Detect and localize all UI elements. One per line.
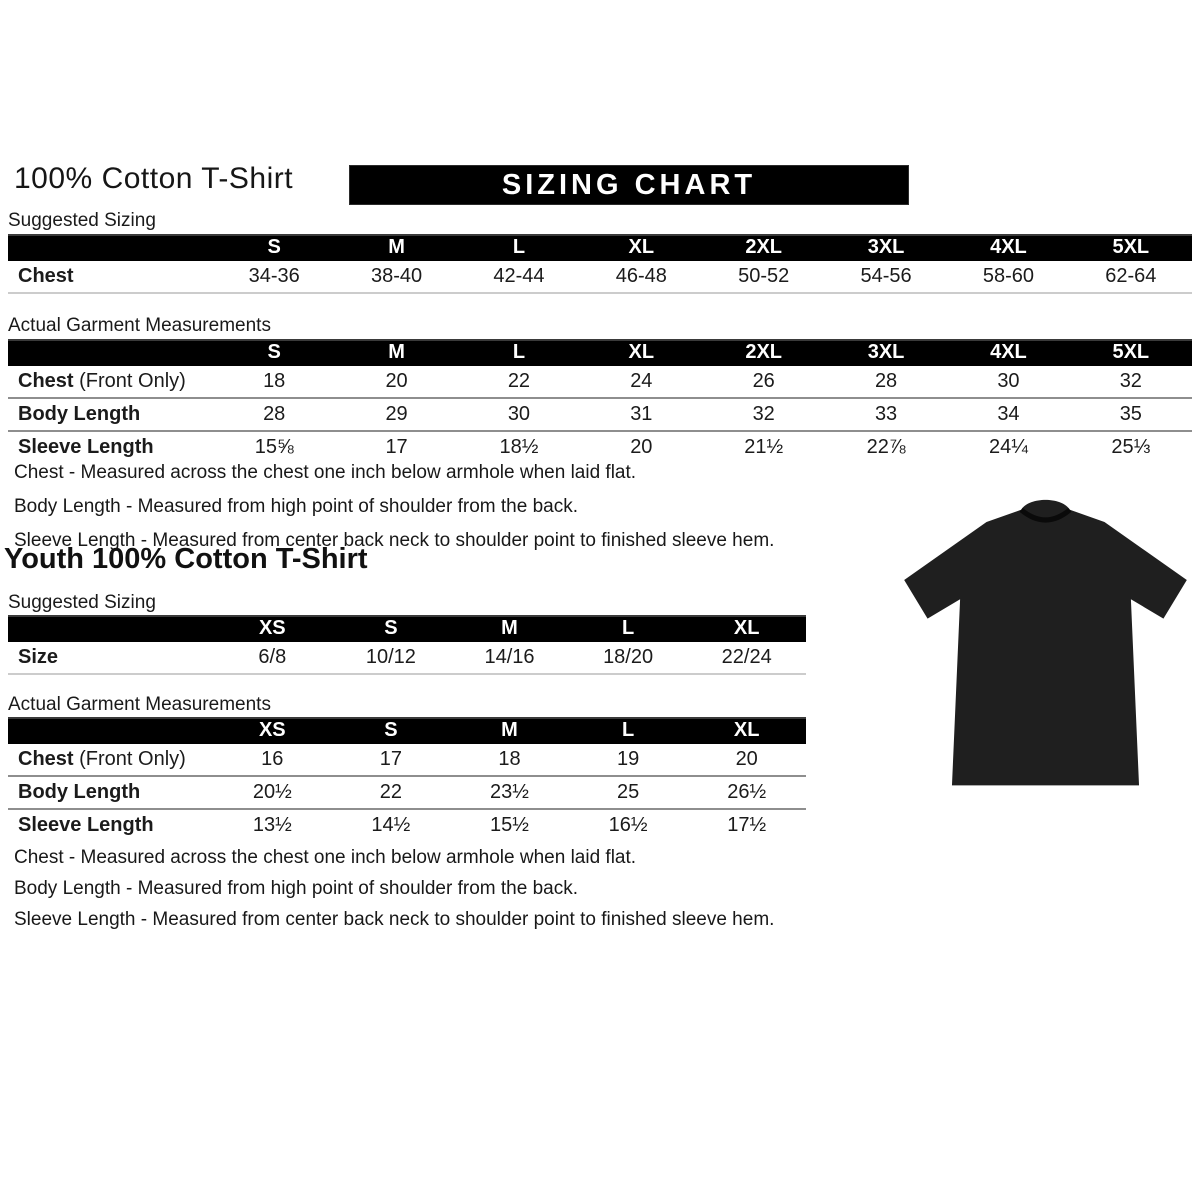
note-chest: Chest - Measured across the chest one inch below armhole when laid flat. <box>14 847 637 868</box>
col-header: S <box>267 341 281 363</box>
adult-actual-measurements-table <box>8 339 1192 463</box>
cell: 14/16 <box>484 646 535 668</box>
cell: 42-44 <box>493 265 545 287</box>
table-row <box>8 744 806 775</box>
col-header: S <box>384 719 398 741</box>
table-row <box>8 775 806 808</box>
col-header: XL <box>628 236 655 258</box>
cell: 6/8 <box>258 646 287 668</box>
banner-text: SIZING CHART <box>501 168 757 201</box>
col-header: L <box>512 341 526 363</box>
col-header: 3XL <box>867 236 905 258</box>
row-label: Chest (Front Only) <box>18 748 186 770</box>
note-sleeve-length: Sleeve Length - Measured from center back neck to shoulder point to finished sleeve hem. <box>14 530 775 551</box>
cell: 23½ <box>490 781 529 803</box>
col-header: XL <box>628 341 655 363</box>
cell: 46-48 <box>615 265 667 287</box>
cell: 22 <box>507 370 531 392</box>
cell: 20 <box>735 748 758 770</box>
cell: 13½ <box>252 814 292 836</box>
cell: 28 <box>874 370 898 392</box>
cell: 24¼ <box>988 436 1028 458</box>
cell: 17 <box>385 436 408 458</box>
col-header: 4XL <box>990 341 1027 363</box>
cell: 50-52 <box>738 265 790 287</box>
col-header: M <box>501 719 518 741</box>
cell: 22⅞ <box>866 436 906 458</box>
cell: 20½ <box>252 781 292 803</box>
t-shirt-silhouette <box>904 500 1187 785</box>
cell: 26 <box>752 370 775 392</box>
table-row <box>8 261 1192 294</box>
col-header: 3XL <box>867 341 905 363</box>
cell: 24 <box>630 370 653 392</box>
row-label: Chest <box>18 265 74 287</box>
col-header: S <box>384 617 398 639</box>
col-header: S <box>267 236 281 258</box>
youth-actual-measurements-table <box>8 717 806 841</box>
cell: 14½ <box>371 814 411 836</box>
table-header-row <box>8 615 806 642</box>
table-row <box>8 642 806 675</box>
cell: 25⅓ <box>1111 436 1151 458</box>
note-body-length: Body Length - Measured from high point of shoulder from the back. <box>14 878 578 899</box>
table-header-row <box>8 717 806 744</box>
col-header: 4XL <box>990 236 1027 258</box>
cell: 29 <box>385 403 408 425</box>
cell: 19 <box>616 748 640 770</box>
cell: 15½ <box>490 814 529 836</box>
row-label: Body Length <box>18 781 141 803</box>
cell: 25 <box>616 781 640 803</box>
cell: 54-56 <box>860 265 912 287</box>
cell: 21½ <box>744 436 784 458</box>
table-header-row <box>8 339 1192 366</box>
cell: 28 <box>263 403 286 425</box>
cell: 31 <box>630 403 653 425</box>
t-shirt-image <box>893 489 1198 799</box>
cell: 20 <box>630 436 653 458</box>
col-header: M <box>388 341 405 363</box>
cell: 32 <box>1119 370 1142 392</box>
cell: 22/24 <box>721 646 772 668</box>
row-label: Sleeve Length <box>18 814 154 836</box>
col-header: M <box>388 236 405 258</box>
cell: 15⅝ <box>254 436 294 458</box>
cell: 18½ <box>499 436 539 458</box>
cell: 26½ <box>727 781 767 803</box>
cell: 35 <box>1119 403 1142 425</box>
table-row <box>8 397 1192 430</box>
cell: 33 <box>874 403 898 425</box>
cell: 34-36 <box>248 265 300 287</box>
cell: 17 <box>379 748 403 770</box>
col-header: XS <box>258 719 286 741</box>
cell: 22 <box>379 781 403 803</box>
col-header: L <box>621 617 635 639</box>
note-sleeve-length: Sleeve Length - Measured from center back neck to shoulder point to finished sleeve hem. <box>14 909 775 930</box>
table-row <box>8 366 1192 397</box>
row-label: Body Length <box>18 403 141 425</box>
cell: 34 <box>997 403 1020 425</box>
cell: 16 <box>261 748 284 770</box>
cell: 18 <box>498 748 521 770</box>
col-header: M <box>501 617 518 639</box>
row-label: Sleeve Length <box>18 436 154 458</box>
cell: 32 <box>752 403 775 425</box>
col-header: L <box>512 236 526 258</box>
cell: 18 <box>263 370 286 392</box>
row-label: Chest (Front Only) <box>18 370 186 392</box>
adult-actual-measurements-label: Actual Garment Measurements <box>8 315 271 336</box>
cell: 17½ <box>727 814 767 836</box>
col-header: XL <box>733 719 760 741</box>
cell: 10/12 <box>365 646 416 668</box>
cell: 38-40 <box>370 265 423 287</box>
cell: 18/20 <box>603 646 654 668</box>
youth-suggested-sizing-label: Suggested Sizing <box>8 592 156 613</box>
youth-measurement-notes <box>14 842 774 935</box>
note-body-length: Body Length - Measured from high point of shoulder from the back. <box>14 496 578 517</box>
cell: 16½ <box>608 814 648 836</box>
col-header: 5XL <box>1112 341 1150 363</box>
sizing-chart-banner <box>350 166 908 204</box>
note-chest: Chest - Measured across the chest one inch below armhole when laid flat. <box>14 462 637 483</box>
col-header: 2XL <box>745 341 783 363</box>
col-header: XL <box>733 617 760 639</box>
col-header: XS <box>258 617 286 639</box>
adult-suggested-sizing-label: Suggested Sizing <box>8 210 156 231</box>
youth-actual-measurements-label: Actual Garment Measurements <box>8 694 271 715</box>
col-header: 5XL <box>1112 236 1150 258</box>
page-title: 100% Cotton T-Shirt <box>14 162 294 195</box>
youth-suggested-sizing-table <box>8 615 806 675</box>
cell: 20 <box>385 370 408 392</box>
cell: 58-60 <box>982 265 1035 287</box>
row-label: Size <box>18 646 59 668</box>
col-header: 2XL <box>745 236 783 258</box>
table-row <box>8 808 806 841</box>
adult-suggested-sizing-table <box>8 234 1192 294</box>
cell: 62-64 <box>1105 265 1157 287</box>
cell: 30 <box>997 370 1020 392</box>
col-header: L <box>621 719 635 741</box>
table-header-row <box>8 234 1192 261</box>
youth-section-title: Youth 100% Cotton T-Shirt <box>4 543 368 575</box>
cell: 30 <box>507 403 531 425</box>
